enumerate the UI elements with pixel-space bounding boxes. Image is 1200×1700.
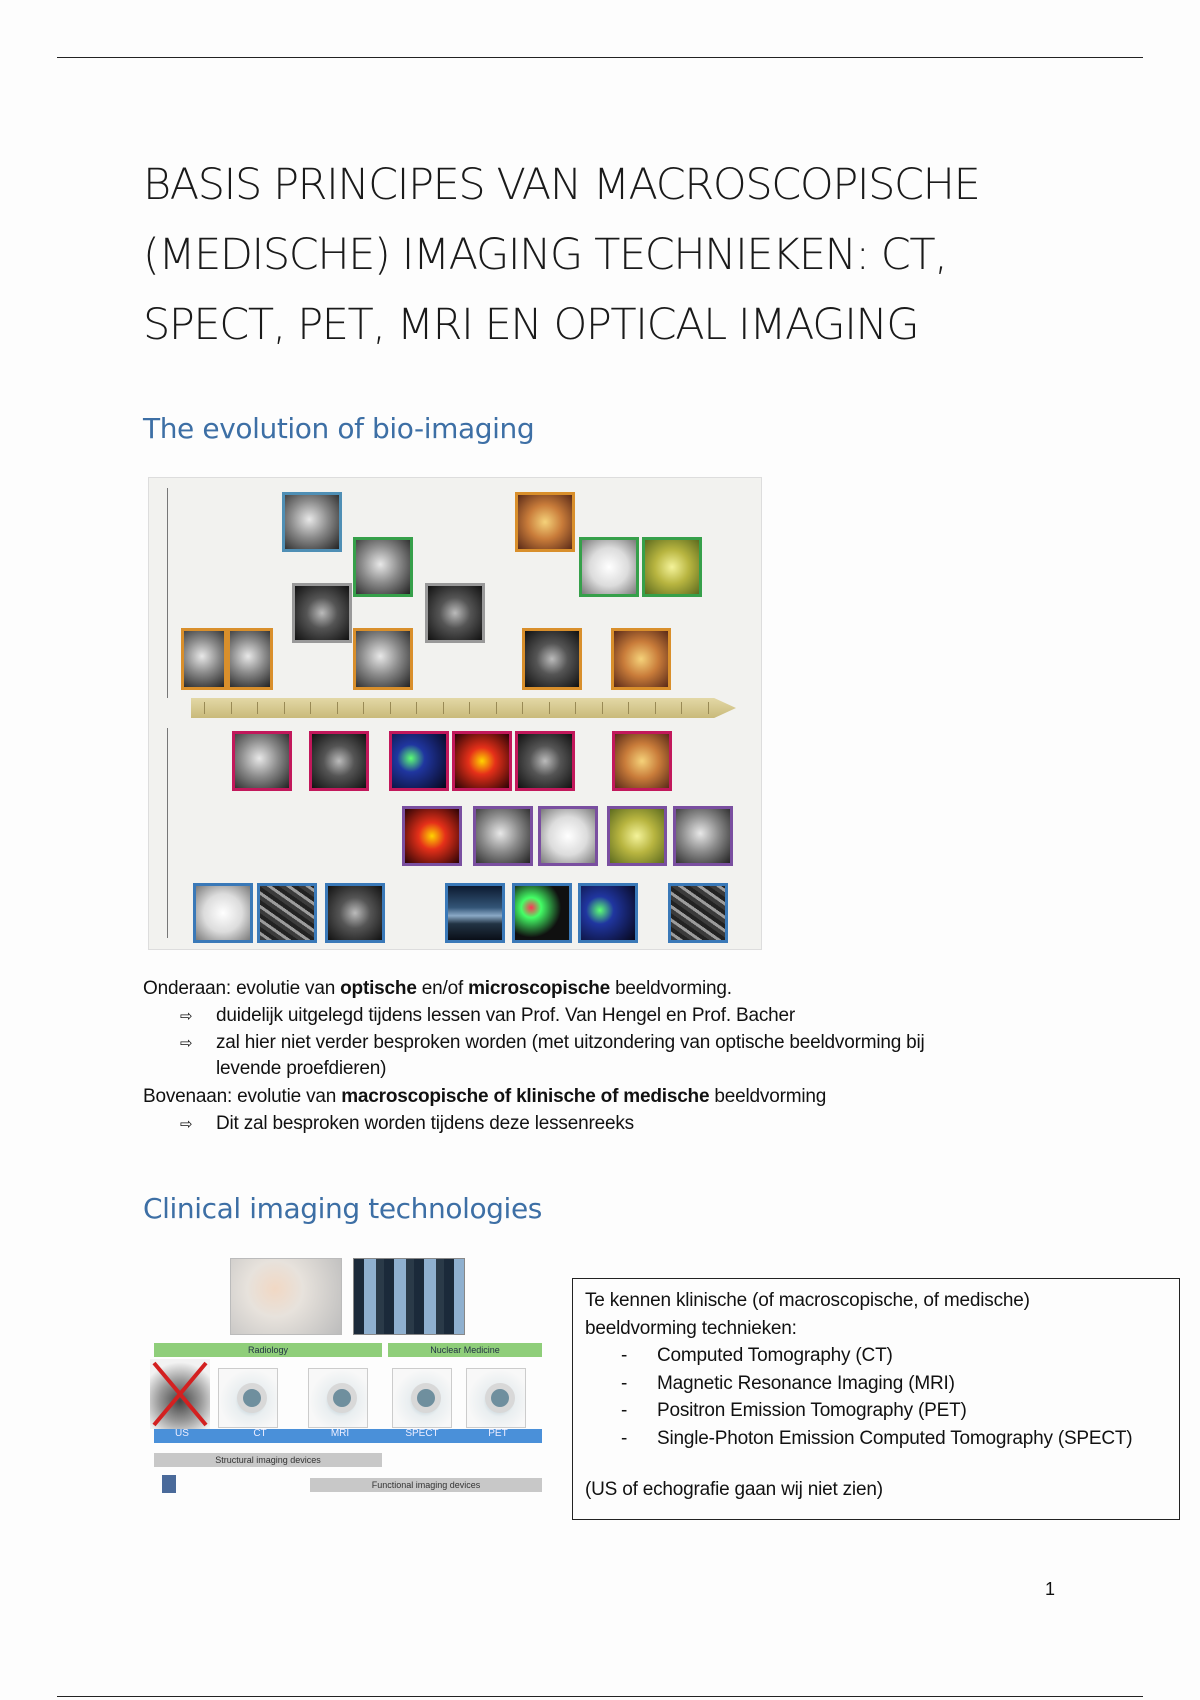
bio-imaging-timeline-figure (148, 477, 762, 950)
figure-thumbnail (538, 806, 598, 866)
arrow-icon: ⇨ (180, 1115, 193, 1133)
paragraph-top (143, 1084, 826, 1110)
paragraph-bottom (143, 976, 732, 1002)
dash: - (621, 1372, 628, 1394)
figure-thumbnail (642, 537, 702, 597)
bold-text: microscopische (468, 978, 610, 999)
figure-thumbnail (309, 731, 369, 791)
figure-thumbnail (522, 628, 582, 690)
text: Bovenaan: evolutie van (143, 1086, 342, 1107)
functional-devices-bar (310, 1478, 542, 1492)
box-intro: beeldvorming technieken: (585, 1317, 797, 1339)
text: Onderaan: evolutie van (143, 978, 341, 999)
figure-thumbnail (282, 492, 342, 552)
figure-thumbnail (425, 583, 485, 643)
list-item (621, 1342, 1179, 1370)
dash: - (621, 1427, 628, 1449)
figure-thumbnail (512, 883, 572, 943)
scanner-ring (327, 1383, 357, 1413)
figure-thumbnail (579, 537, 639, 597)
functional-devices-label: Functional imaging devices (371, 1480, 481, 1490)
scanner-ring (237, 1383, 267, 1413)
figure-thumbnail (515, 492, 575, 552)
box-intro: Te kennen klinische (of macroscopische, of medische) (585, 1290, 1030, 1311)
section-heading-evolution: The evolution of bio-imaging (143, 412, 535, 445)
list-item (621, 1425, 1179, 1453)
pet-device (466, 1368, 526, 1428)
list-item-text: Magnetic Resonance Imaging (MRI) (657, 1372, 955, 1394)
figure-thumbnail (181, 628, 227, 690)
text: beeldvorming. (609, 978, 732, 999)
text: beeldvorming (709, 1086, 827, 1107)
figure-thumbnail (402, 806, 462, 866)
figure-thumbnail (389, 731, 449, 791)
dash: - (621, 1400, 628, 1421)
figure-thumbnail (445, 883, 505, 943)
us-device (150, 1359, 210, 1429)
figure-thumbnail (257, 883, 317, 943)
bullet-text: zal hier niet verder besproken worden (met uitzondering van optische beeldvorming bij (216, 1032, 925, 1053)
institution-logo (162, 1475, 176, 1493)
box-note: (US of echografie gaan wij niet zien) (585, 1479, 883, 1500)
figure-thumbnail (292, 583, 352, 643)
bullet-item (180, 1111, 634, 1137)
bullet-text: levende proefdieren) (216, 1058, 387, 1079)
figure-thumbnail (353, 628, 413, 690)
figure-thumbnail (515, 731, 575, 791)
figure-thumbnail (227, 628, 273, 690)
radiology-label: Radiology (247, 1345, 289, 1355)
radiology-bar (154, 1343, 382, 1357)
structural-devices-bar (154, 1453, 382, 1467)
modality-label: SPECT (405, 1428, 439, 1439)
modality-label: CT (253, 1428, 267, 1439)
title-line: (MEDISCHE) IMAGING TECHNIEKEN: CT, (143, 230, 947, 280)
photo-doctors (230, 1258, 342, 1335)
figure-thumbnail (452, 731, 512, 791)
bullet-text: Dit zal besproken worden tijdens deze lessenreeks (216, 1113, 634, 1134)
top-rule (57, 57, 1143, 58)
figure-thumbnail (193, 883, 253, 943)
figure-side-bar (167, 728, 168, 938)
crossed-out-icon (150, 1359, 210, 1429)
timeline-ticks (204, 702, 719, 714)
figure-thumbnail (578, 883, 638, 943)
figure-thumbnail (668, 883, 728, 943)
modality-label: MRI (330, 1428, 350, 1439)
mri-device (308, 1368, 368, 1428)
figure-thumbnail (353, 537, 413, 597)
scanner-ring (485, 1383, 515, 1413)
dash: - (621, 1345, 628, 1366)
nuclear-medicine-label: Nuclear Medicine (430, 1345, 500, 1355)
figure-thumbnail (612, 731, 672, 791)
title-line: SPECT, PET, MRI EN OPTICAL IMAGING (143, 300, 919, 350)
scanner-ring (411, 1383, 441, 1413)
nuclear-medicine-bar (388, 1343, 542, 1357)
spect-device (392, 1368, 452, 1428)
figure-thumbnail (673, 806, 733, 866)
structural-devices-label: Structural imaging devices (215, 1455, 321, 1465)
techniques-box (572, 1278, 1180, 1520)
list-item (621, 1370, 1179, 1398)
figure-thumbnail (473, 806, 533, 866)
bullet-item (180, 1003, 795, 1029)
bottom-rule (57, 1696, 1143, 1697)
modality-label: PET (488, 1428, 508, 1439)
bold-text: macroscopische of klinische of medische (341, 1086, 710, 1107)
figure-thumbnail (325, 883, 385, 943)
title-line: BASIS PRINCIPES VAN MACROSCOPISCHE (143, 160, 980, 210)
list-item-text: Single-Photon Emission Computed Tomography (SPECT) (657, 1427, 1133, 1449)
ct-device (218, 1368, 278, 1428)
bullet-item (180, 1030, 925, 1082)
modality-label: US (175, 1428, 189, 1439)
figure-thumbnail (232, 731, 292, 791)
bullet-text: duidelijk uitgelegd tijdens lessen van Prof. Van Hengel en Prof. Bacher (216, 1005, 796, 1026)
techniques-list (585, 1342, 1179, 1452)
page-number: 1 (1045, 1579, 1056, 1599)
figure-side-bar (167, 488, 168, 698)
figure-thumbnail (611, 628, 671, 690)
text: en/of (416, 978, 469, 999)
figure-thumbnail (607, 806, 667, 866)
arrow-icon: ⇨ (180, 1034, 193, 1052)
section-heading-clinical: Clinical imaging technologies (143, 1192, 542, 1225)
bold-text: optische (340, 978, 417, 999)
photo-control-room (353, 1258, 465, 1335)
clinical-imaging-figure (148, 1255, 548, 1500)
list-item (621, 1397, 1179, 1425)
arrow-icon: ⇨ (180, 1007, 193, 1025)
list-item-text: Computed Tomography (CT) (657, 1345, 893, 1366)
list-item-text: Positron Emission Tomography (PET) (657, 1400, 967, 1421)
page-title (143, 150, 1103, 360)
